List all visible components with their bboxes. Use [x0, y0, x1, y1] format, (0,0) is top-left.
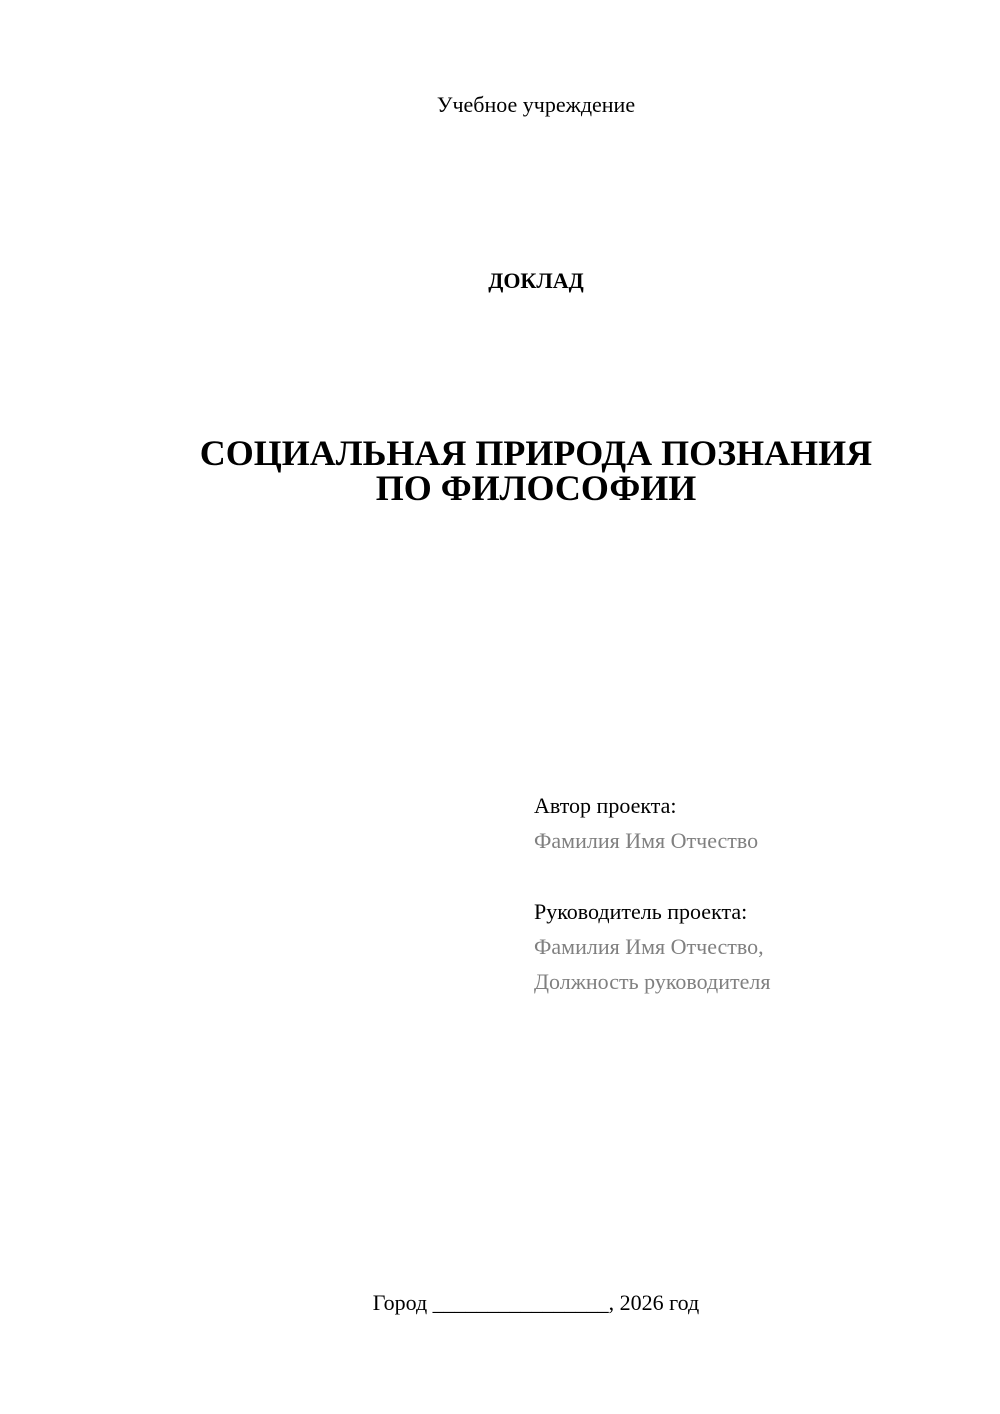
info-spacer — [534, 858, 974, 894]
project-info — [534, 788, 974, 999]
report-title-line-1: СОЦИАЛЬНАЯ ПРИРОДА ПОЗНАНИЯ — [199, 433, 873, 473]
report-title-line-2: ПО ФИЛОСОФИИ — [375, 468, 697, 508]
author-name: Фамилия Имя Отчество — [534, 828, 759, 853]
author-label: Автор проекта: — [534, 793, 677, 818]
document-type: ДОКЛАД — [488, 268, 584, 293]
supervisor-label: Руководитель проекта: — [534, 899, 748, 924]
city-year-line: Город ________________, 2026 год — [372, 1290, 700, 1315]
supervisor-position: Должность руководителя — [534, 969, 771, 994]
report-title — [0, 433, 1000, 508]
supervisor-name: Фамилия Имя Отчество, — [534, 934, 764, 959]
institution-name: Учебное учреждение — [436, 92, 636, 117]
